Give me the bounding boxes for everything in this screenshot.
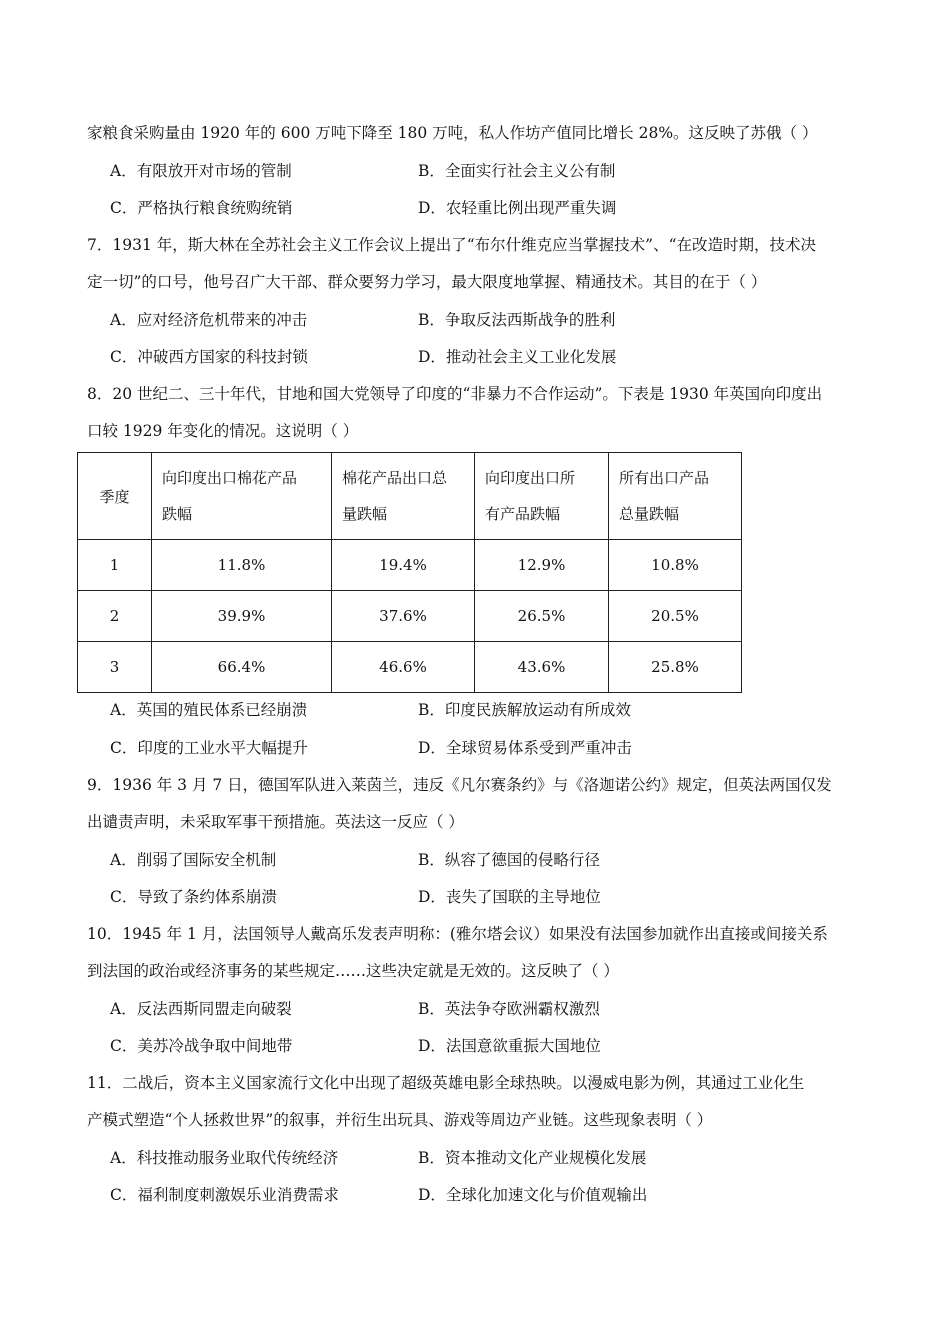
table-cell: 19.4%	[332, 540, 475, 591]
header-text: 所有出口产品	[619, 469, 710, 487]
q10-option-b[interactable]: B．英法争夺欧洲霸权激烈	[418, 1000, 600, 1018]
q10-option-d[interactable]: D．法国意欲重振大国地位	[418, 1037, 601, 1055]
q6-option-d[interactable]: D．农轻重比例出现严重失调	[418, 199, 617, 217]
q8-stem-line1: 8．20 世纪二、三十年代，甘地和国大党领导了印度的“非暴力不合作运动”。下表是 1930 年英国向印度出	[87, 385, 823, 403]
q10-stem-line1: 10．1945 年 1 月，法国领导人戴高乐发表声明称：(雅尔塔会议）如果没有法国参加就作出直接或间接关系	[87, 925, 828, 943]
table-row	[78, 642, 742, 693]
q10-option-c[interactable]: C．美苏冷战争取中间地带	[110, 1037, 293, 1055]
q8-option-d[interactable]: D．全球贸易体系受到严重冲击	[418, 739, 632, 757]
table-cell: 37.6%	[332, 591, 475, 642]
header-text: 量跌幅	[342, 505, 388, 523]
header-cotton-total-decline	[332, 453, 475, 540]
table-cell: 20.5%	[609, 591, 742, 642]
header-text: 向印度出口所	[485, 469, 576, 487]
table-cell: 66.4%	[152, 642, 332, 693]
header-text: 有产品跌幅	[485, 505, 561, 523]
q11-option-b[interactable]: B．资本推动文化产业规模化发展	[418, 1149, 647, 1167]
q7-option-c[interactable]: C．冲破西方国家的科技封锁	[110, 348, 308, 366]
header-india-cotton-decline	[152, 453, 332, 540]
q8-stem-line2: 口较 1929 年变化的情况。这说明（ ）	[87, 422, 359, 440]
q11-option-d[interactable]: D．全球化加速文化与价值观输出	[418, 1186, 648, 1204]
table-cell: 25.8%	[609, 642, 742, 693]
q11-stem-line2: 产模式塑造“个人拯救世界”的叙事，并衍生出玩具、游戏等周边产业链。这些现象表明（ ）	[87, 1111, 713, 1129]
q8-option-b[interactable]: B．印度民族解放运动有所成效	[418, 701, 631, 719]
q7-stem-line2: 定一切”的口号，他号召广大干部、群众要努力学习，最大限度地掌握、精通技术。其目的在于（ ）	[87, 273, 767, 291]
table-header-row	[78, 453, 742, 540]
q6-option-a[interactable]: A．有限放开对市场的管制	[110, 162, 292, 180]
q9-option-d[interactable]: D．丧失了国联的主导地位	[418, 888, 601, 906]
header-all-total-decline	[609, 453, 742, 540]
table-cell: 1	[78, 540, 152, 591]
q7-option-d[interactable]: D．推动社会主义工业化发展	[418, 348, 617, 366]
table-cell: 2	[78, 591, 152, 642]
table-cell: 10.8%	[609, 540, 742, 591]
q11-option-c[interactable]: C．福利制度刺激娱乐业消费需求	[110, 1186, 339, 1204]
q6-option-b[interactable]: B．全面实行社会主义公有制	[418, 162, 616, 180]
table-cell: 39.9%	[152, 591, 332, 642]
q8-option-a[interactable]: A．英国的殖民体系已经崩溃	[110, 701, 308, 719]
table-cell: 46.6%	[332, 642, 475, 693]
table-row	[78, 540, 742, 591]
q10-stem-line2: 到法国的政治或经济事务的某些规定……这些决定就是无效的。这反映了（ ）	[87, 962, 619, 980]
q9-stem-line2: 出谴责声明，未采取军事干预措施。英法这一反应（ ）	[87, 813, 464, 831]
header-quarter-text: 季度	[99, 487, 130, 506]
header-text: 棉花产品出口总	[342, 469, 448, 487]
header-india-all-decline	[475, 453, 609, 540]
header-quarter	[78, 453, 152, 540]
header-text: 向印度出口棉花产品	[162, 469, 298, 487]
q8-option-c[interactable]: C．印度的工业水平大幅提升	[110, 739, 308, 757]
table-cell: 43.6%	[475, 642, 609, 693]
q7-option-a[interactable]: A．应对经济危机带来的冲击	[110, 311, 308, 329]
table-cell: 12.9%	[475, 540, 609, 591]
q9-option-b[interactable]: B．纵容了德国的侵略行径	[418, 851, 600, 869]
q7-option-b[interactable]: B．争取反法西斯战争的胜利	[418, 311, 616, 329]
q7-stem-line1: 7．1931 年，斯大林在全苏社会主义工作会议上提出了“布尔什维克应当掌握技术”、“在改造时期，技术决	[87, 236, 817, 254]
q11-stem-line1: 11．二战后，资本主义国家流行文化中出现了超级英雄电影全球热映。以漫威电影为例，其通过工业化生	[87, 1074, 805, 1092]
table-cell: 3	[78, 642, 152, 693]
header-text: 总量跌幅	[619, 505, 680, 523]
table-cell: 11.8%	[152, 540, 332, 591]
export-decline-table	[77, 452, 742, 693]
q6-option-c[interactable]: C．严格执行粮食统购统销	[110, 199, 293, 217]
header-text: 跌幅	[162, 505, 193, 523]
q10-option-a[interactable]: A．反法西斯同盟走向破裂	[110, 1000, 292, 1018]
q9-stem-line1: 9．1936 年 3 月 7 日，德国军队进入莱茵兰，违反《凡尔赛条约》与《洛迦诺公约》规定，但英法两国仅发	[87, 776, 832, 794]
q9-option-c[interactable]: C．导致了条约体系崩溃	[110, 888, 277, 906]
q11-option-a[interactable]: A．科技推动服务业取代传统经济	[110, 1149, 339, 1167]
table-row	[78, 591, 742, 642]
q9-option-a[interactable]: A．削弱了国际安全机制	[110, 851, 277, 869]
table-cell: 26.5%	[475, 591, 609, 642]
q6-stem-tail: 家粮食采购量由 1920 年的 600 万吨下降至 180 万吨，私人作坊产值同比增长 28%。这反映了苏俄（ ）	[87, 124, 818, 142]
